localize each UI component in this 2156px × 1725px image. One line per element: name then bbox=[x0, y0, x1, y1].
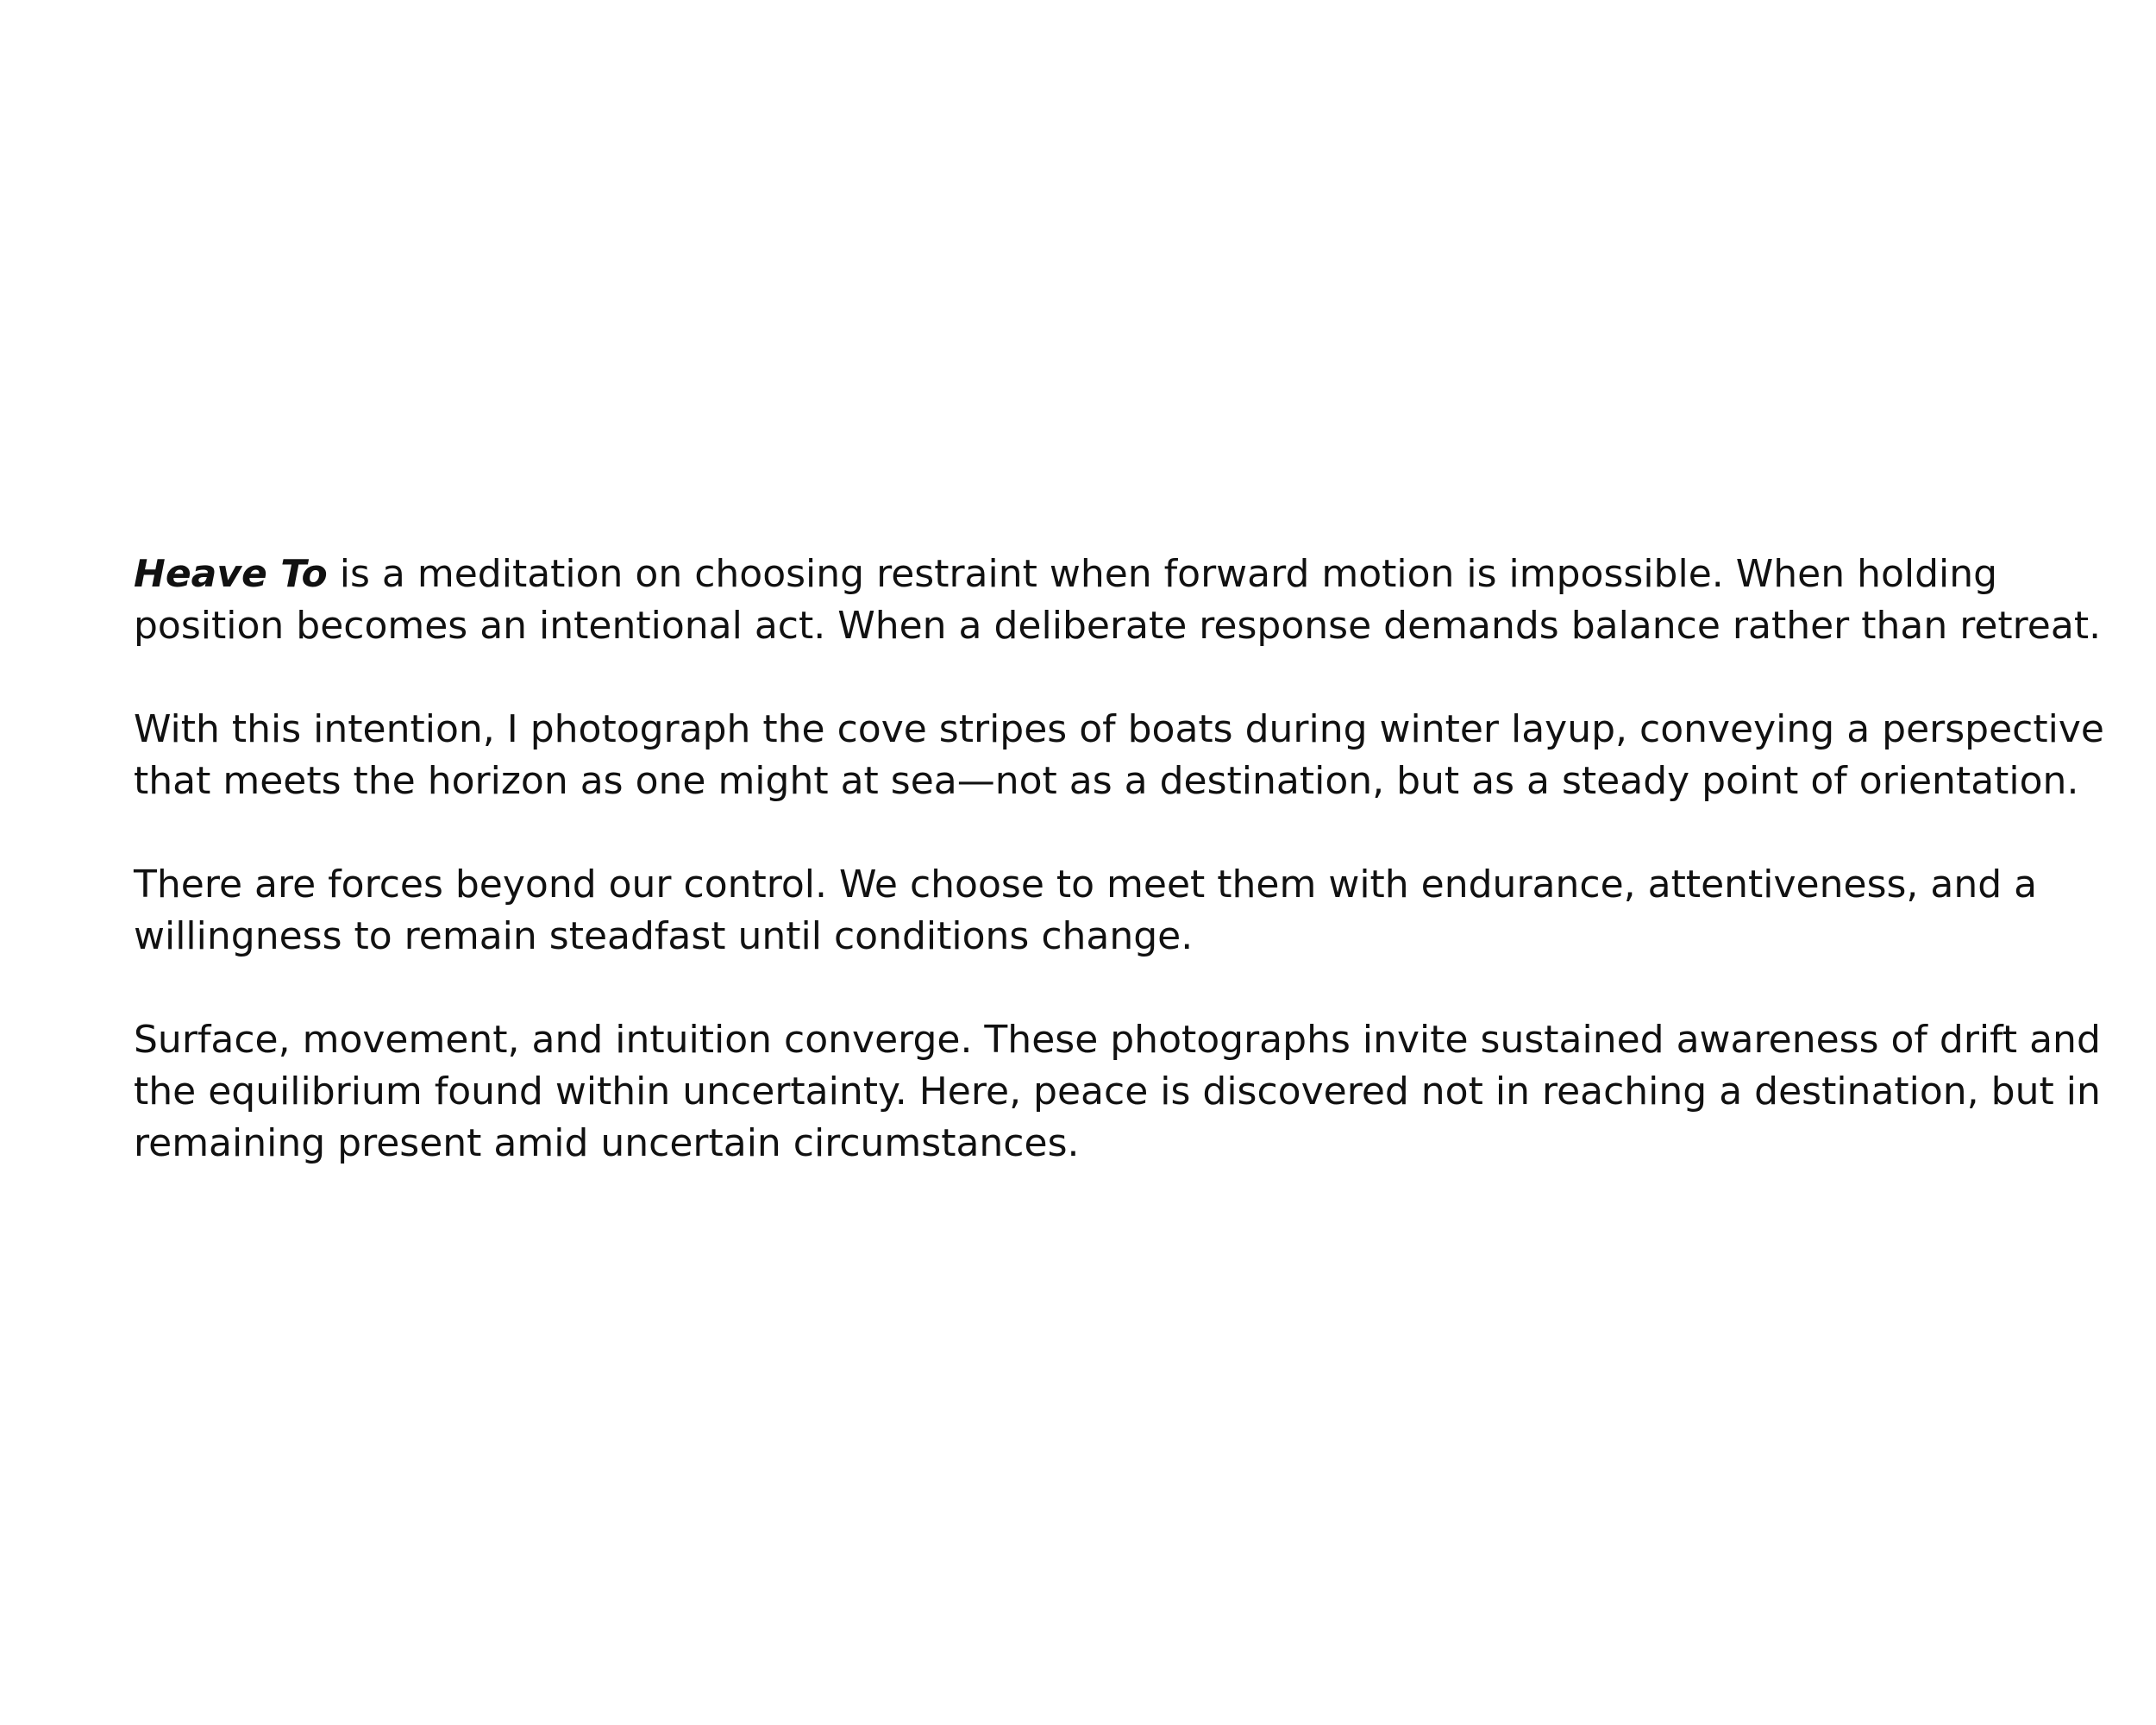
paragraph-1-line-1-text: is a meditation on choosing restraint when forward motion is impossible. When holding bbox=[327, 552, 1998, 596]
paragraph-3-line-1: There are forces beyond our control. We choose to meet them with endurance, attentiveness, and a bbox=[134, 862, 2038, 906]
paragraph-3 bbox=[134, 859, 2057, 963]
paragraph-2 bbox=[134, 704, 2104, 807]
paragraph-1-line-2: position becomes an intentional act. When a deliberate response demands balance rather than retreat. bbox=[134, 604, 2102, 648]
paragraph-2-line-2: that meets the horizon as one might at sea—not as a destination, but as a steady point of orientation. bbox=[134, 759, 2079, 803]
paragraph-4-line-3: remaining present amid uncertain circumstances. bbox=[134, 1121, 1080, 1165]
paragraph-1-line-1 bbox=[134, 549, 2057, 600]
paragraph-3-line-2: willingness to remain steadfast until conditions change. bbox=[134, 914, 1194, 958]
paragraph-4 bbox=[134, 1014, 2101, 1170]
paragraph-4-line-2: the equilibrium found within uncertainty. Here, peace is discovered not in reaching a destination, but in bbox=[134, 1070, 2101, 1113]
paragraph-2-line-1: With this intention, I photograph the cove stripes of boats during winter layup, conveying a perspective bbox=[134, 707, 2104, 751]
artist-statement bbox=[134, 549, 2104, 1170]
paragraph-4-line-1: Surface, movement, and intuition converge. These photographs invite sustained awareness of drift and bbox=[134, 1018, 2101, 1062]
paragraph-1 bbox=[134, 549, 2102, 652]
work-title: Heave To bbox=[134, 552, 328, 596]
